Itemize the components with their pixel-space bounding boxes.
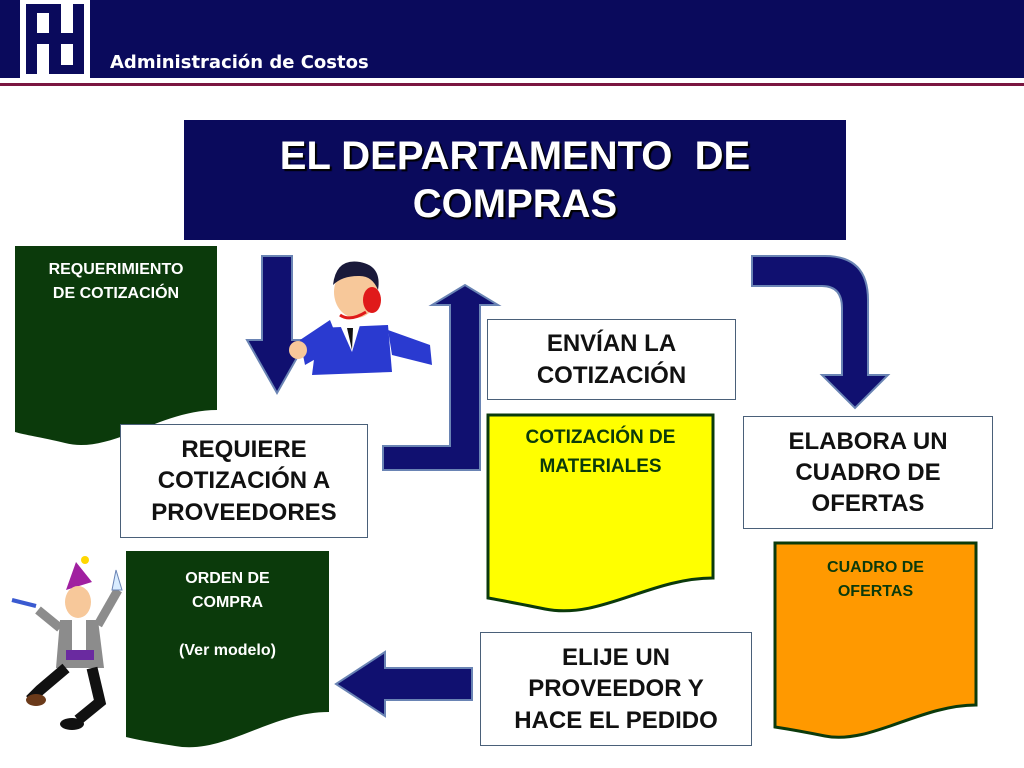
- step-requiere-line-3: PROVEEDORES: [151, 498, 337, 526]
- title-line-2: COMPRAS: [412, 182, 618, 226]
- doc-orden-line-3: [126, 615, 329, 639]
- arrow-down-left: [247, 256, 307, 393]
- arrow-up-bent: [383, 285, 498, 470]
- title-line-1: EL DEPARTAMENTO DE: [279, 134, 751, 178]
- step-elije-line-1: ELIJE UN: [561, 644, 671, 672]
- header-subtitle: Administración de Costos: [110, 52, 369, 73]
- doc-requerimiento: [15, 258, 217, 306]
- doc-cotizacion-line-2: MATERIALES: [539, 455, 662, 477]
- step-envian-cotizacion: [487, 319, 736, 400]
- doc-orden-line-4: (Ver modelo): [179, 642, 276, 659]
- step-elije-line-2: PROVEEDOR Y: [528, 675, 704, 703]
- doc-orden: [126, 567, 329, 663]
- step-elabora-line-1: ELABORA UN: [788, 427, 948, 455]
- step-requiere-cotizacion: [120, 424, 368, 538]
- step-requiere-line-2: COTIZACIÓN A: [157, 467, 331, 495]
- man-on-phone-figure: [289, 261, 432, 375]
- doc-cotizacion: [488, 424, 713, 481]
- step-elabora-cuadro: [743, 416, 993, 529]
- doc-cuadro: [775, 556, 976, 604]
- doc-orden-line-2: COMPRA: [191, 594, 264, 611]
- arrow-bent-down-right: [752, 256, 888, 408]
- step-elabora-line-3: OFERTAS: [811, 490, 925, 518]
- step-envian-line-2: COTIZACIÓN: [536, 361, 687, 389]
- step-requiere-line-1: REQUIERE: [181, 436, 307, 464]
- doc-cuadro-line-1: CUADRO DE: [827, 559, 924, 576]
- step-envian-line-1: ENVÍAN LA: [546, 330, 677, 358]
- doc-requerimiento-line-2: DE COTIZACIÓN: [52, 285, 180, 302]
- doc-orden-line-1: ORDEN DE: [185, 570, 270, 587]
- arrow-left: [336, 652, 472, 716]
- celebrating-man-figure: [12, 556, 122, 730]
- step-elije-line-3: HACE EL PEDIDO: [514, 706, 718, 734]
- doc-requerimiento-line-1: REQUERIMIENTO: [48, 261, 184, 278]
- doc-cotizacion-line-1: COTIZACIÓN DE: [525, 427, 676, 448]
- step-elije-proveedor: [480, 632, 752, 746]
- step-elabora-line-2: CUADRO DE: [795, 458, 941, 486]
- doc-cuadro-line-2: OFERTAS: [837, 583, 914, 600]
